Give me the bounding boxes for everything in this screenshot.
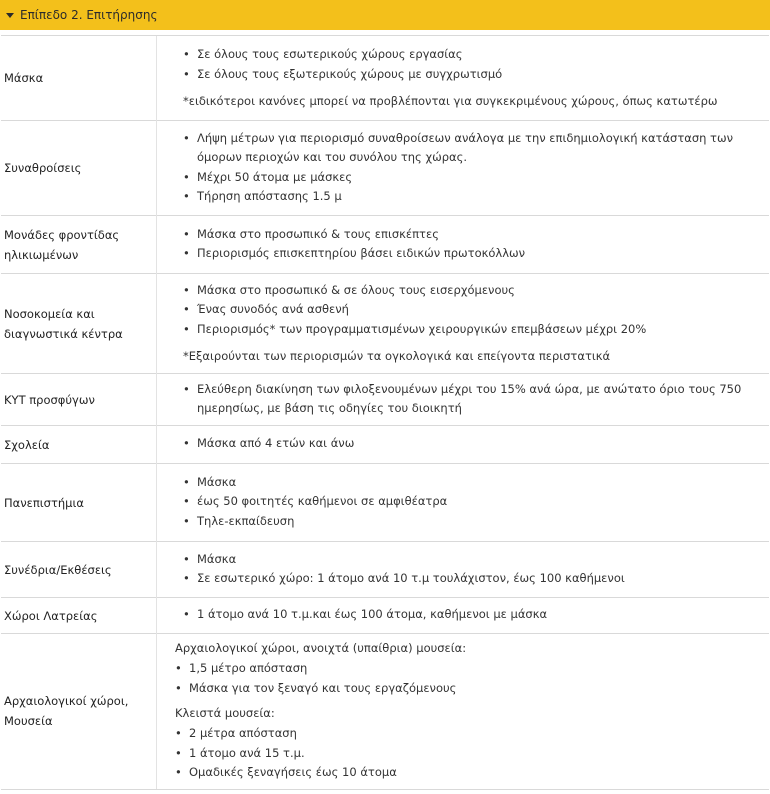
row-label: Νοσοκομεία και διαγνωστικά κέντρα: [1, 274, 157, 374]
list-item: • 2 μέτρα απόσταση: [175, 724, 761, 744]
table-row-gatherings: [1, 121, 769, 216]
table-row-conferences: [1, 542, 769, 598]
table-row-elderly-care: [1, 216, 769, 274]
list-item: • Μέχρι 50 άτομα με μάσκες: [183, 168, 761, 188]
section-heading: Αρχαιολογικοί χώροι, ανοιχτά (υπαίθρια) μουσεία:: [175, 641, 467, 655]
row-label: ΚΥΤ προσφύγων: [1, 374, 157, 426]
accordion-header[interactable]: [0, 0, 770, 30]
accordion-title: Επίπεδο 2. Επιτήρησης: [20, 8, 158, 22]
caret-down-icon: [6, 13, 14, 18]
row-content: [157, 374, 770, 426]
row-content: [157, 274, 770, 374]
table-row-hospitals: [1, 274, 769, 374]
row-content: [157, 598, 770, 634]
row-label: Μονάδες φροντίδας ηλικιωμένων: [1, 216, 157, 274]
list-item: • Σε όλους τους εξωτερικούς χώρους με συγχρωτισμό: [183, 65, 761, 85]
row-note: *ειδικότεροι κανόνες μπορεί να προβλέπονται για συγκεκριμένους χώρους, όπως κατωτέρω: [183, 94, 718, 108]
list-item: • Ελεύθερη διακίνηση των φιλοξενουμένων μέχρι του 15% ανά ώρα, με ανώτατο όριο τους 750 ημερησίως, με βάση τις οδηγίες του διοικητή: [183, 380, 761, 419]
list-item: • Περιορισμός* των προγραμματισμένων χειρουργικών επεμβάσεων μέχρι 20%: [183, 320, 761, 340]
section-heading: Κλειστά μουσεία:: [175, 706, 275, 720]
list-item: • έως 50 φοιτητές καθήμενοι σε αμφιθέατρα: [183, 492, 761, 512]
list-item: • Λήψη μέτρων για περιορισμό συναθροίσεων ανάλογα με την επιδημιολογική κατάσταση των όμορων περιοχών και του συνόλου της χώρας.: [183, 129, 761, 168]
table-row-refugee-centers: [1, 374, 769, 426]
measures-table: [1, 35, 769, 790]
table-row-museums: [1, 634, 769, 790]
list-item: • Μάσκα για τον ξεναγό και τους εργαζόμενους: [175, 679, 761, 699]
list-item: • Περιορισμός επισκεπτηρίου βάσει ειδικών πρωτοκόλλων: [183, 244, 761, 264]
row-label: Σχολεία: [1, 426, 157, 464]
row-note: *Εξαιρούνται των περιορισμών τα ογκολογικά και επείγοντα περιστατικά: [183, 349, 611, 364]
row-label: Αρχαιολογικοί χώροι, Μουσεία: [1, 634, 157, 790]
row-content: [157, 216, 770, 274]
list-item: • Μάσκα στο προσωπικό & σε όλους τους εισερχόμενους: [183, 281, 761, 301]
row-label: Συναθροίσεις: [1, 121, 157, 216]
list-item: • Τήρηση απόστασης 1.5 μ: [183, 187, 761, 207]
row-label: Χώροι Λατρείας: [1, 598, 157, 634]
list-item: • 1,5 μέτρο απόσταση: [175, 659, 761, 679]
list-item: • Μάσκα από 4 ετών και άνω: [183, 434, 761, 454]
list-item: • Σε εσωτερικό χώρο: 1 άτομο ανά 10 τ.μ τουλάχιστον, έως 100 καθήμενοι: [183, 569, 761, 589]
row-content: [157, 36, 770, 121]
list-item: • Μάσκα: [183, 550, 761, 570]
list-item: • 1 άτομο ανά 10 τ.μ.και έως 100 άτομα, καθήμενοι με μάσκα: [183, 605, 761, 625]
table-row-universities: [1, 464, 769, 542]
list-item: • Μάσκα στο προσωπικό & τους επισκέπτες: [183, 225, 761, 245]
list-item: • Μάσκα: [183, 473, 761, 493]
row-label: Συνέδρια/Εκθέσεις: [1, 542, 157, 598]
row-content: [157, 634, 770, 790]
table-row-schools: [1, 426, 769, 464]
list-item: • Τηλε-εκπαίδευση: [183, 512, 761, 532]
list-item: • Ένας συνοδός ανά ασθενή: [183, 300, 761, 320]
table-row-mask: [1, 36, 769, 121]
list-item: • 1 άτομο ανά 15 τ.μ.: [175, 744, 761, 764]
row-label: Πανεπιστήμια: [1, 464, 157, 542]
list-item: • Σε όλους τους εσωτερικούς χώρους εργασίας: [183, 45, 761, 65]
row-content: [157, 542, 770, 598]
row-content: [157, 426, 770, 464]
row-content: [157, 464, 770, 542]
table-row-places-of-worship: [1, 598, 769, 634]
list-item: • Ομαδικές ξεναγήσεις έως 10 άτομα: [175, 763, 761, 783]
row-label: Μάσκα: [1, 36, 157, 121]
row-content: [157, 121, 770, 216]
